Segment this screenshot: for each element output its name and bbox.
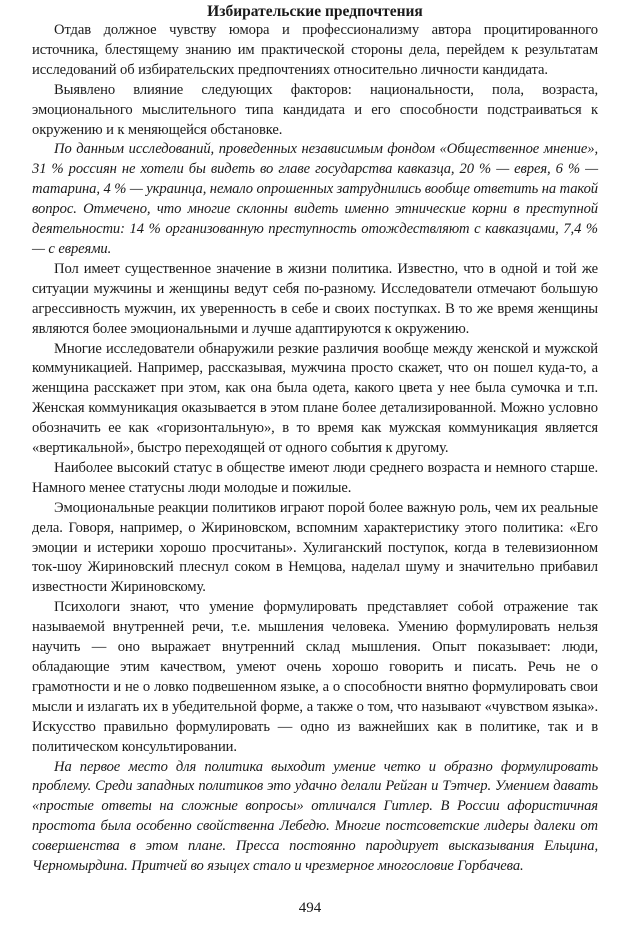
paragraph-politicians: На первое место для политика выходит умение четко и образно формулировать проблему. Среди западных политиков это удачно делали Рейган и Тэтчер. Умением давать «простые ответы на сложные вопросы» отличался Гитлер. В России афористичная простота была особенно свойственна Лебедю. Многие постсоветские лидеры далеки от совершенства в этом плане. Пресса постоянно пародирует высказывания Ельцина, Черномырдина. Притчей во языцех стало и чрезмерное многословие Горбачева. (32, 758, 598, 875)
paragraph-communication: Многие исследователи обнаружили резкие различия вообще между женской и мужской коммуникацией. Например, рассказывая, мужчина просто скажет, что он пошел куда-то, а женщина расскажет при этом, как она была одета, какого цвета у нее была сумочка и т.п. Женская коммуникация оказывается в этом плане более детализированной. Можно условно обозначить ее как «горизонтальную», в то время как мужская коммуникация является «вертикальной», быстро переходящей от одного события к другому. (32, 340, 598, 457)
section-title: Избирательские предпочтения (207, 3, 423, 20)
paragraph-gender: Пол имеет существенное значение в жизни политика. Известно, что в одной и той же ситуации мужчины и женщины ведут себя по-разному. Исследователи отмечают большую агрессивность мужчин, их уверенность в себе и своих поступках. В то же время женщины являются более эмоциональными и лучше адаптируются к окружению. (32, 260, 598, 337)
paragraph-factors: Выявлено влияние следующих факторов: национальности, пола, возраста, эмоционального мыслительного типа кандидата и его способности подстраиваться к окружению и к меняющейся обстановке. (32, 81, 598, 138)
body-text (32, 21, 598, 877)
paragraph-intro: Отдав должное чувству юмора и профессионализму автора процитированного источника, блестящему знанию им практической стороны дела, перейдем к результатам исследований об избирательских предпочтениях относительно личности кандидата. (32, 22, 598, 78)
page-number: 494 (298, 900, 322, 916)
paragraph-formulation: Психологи знают, что умение формулировать представляет собой отражение так называемой внутренней речи, т.е. мышления человека. Умению формулировать нельзя научить — оно выражает внутренний склад мышления. Опыт показывает: люди, обладающие этим качеством, умеют очень хорошо говорить и писать. Речь не о грамотности и не о ловко подвешенном языке, а о способности внятно формулировать свои мысли и излагать их в убедительной форме, а также о том, что называют «чувством языка». Искусство правильно формулировать — одно из важнейших как в политике, так и в политическом консультировании. (32, 599, 598, 755)
paragraph-survey-data: По данным исследований, проведенных независимым фондом «Общественное мнение», 31 % россиян не хотели бы видеть во главе государства кавказца, 20 % — еврея, 6 % — татарина, 4 % — украинца, немало опрошенных затруднились вообще ответить на такой вопрос. Отмечено, что многие склонны видеть именно этнические корни в преступной деятельности: 14 % организованную преступность отождествляют с кавказцами, 7,4 % — с евреями. (32, 141, 598, 257)
paragraph-emotions: Эмоциональные реакции политиков играют порой более важную роль, чем их реальные дела. Говоря, например, о Жириновском, вспомним характеристику этого политика: «Его эмоции и истерики хорошо просчитаны». Хулиганский поступок, когда в телевизионном ток-шоу Жириновский плеснул соком в Немцова, наделал шуму и значительно прибавил известности Жириновскому. (32, 499, 598, 596)
paragraph-age-status: Наиболее высокий статус в обществе имеют люди среднего возраста и немного старше. Намного менее статусны люди молодые и пожилые. (32, 459, 598, 496)
book-page (32, 0, 598, 877)
